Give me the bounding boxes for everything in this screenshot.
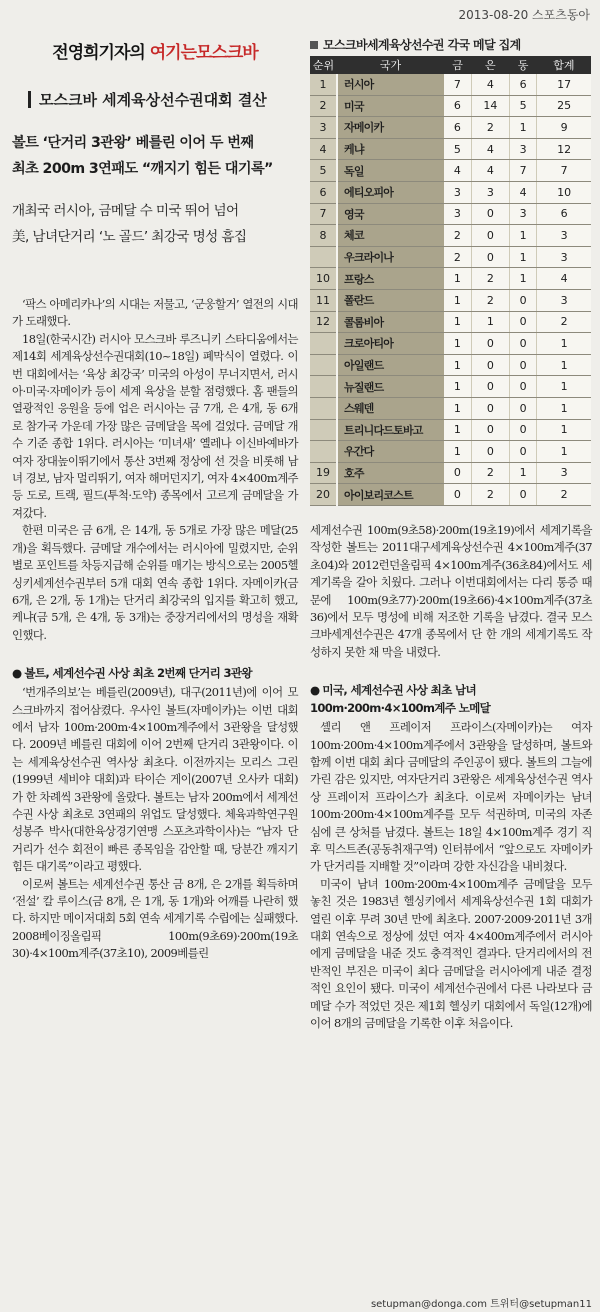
cell-bronze: 0 xyxy=(509,397,536,419)
cell-total: 1 xyxy=(537,376,591,398)
cell-rank: 1 xyxy=(310,74,337,95)
cell-silver: 2 xyxy=(471,117,509,139)
date-source-line: 2013-08-20 스포츠동아 xyxy=(458,8,590,22)
cell-gold: 2 xyxy=(444,225,471,247)
cell-total: 2 xyxy=(537,311,591,333)
table-row xyxy=(310,333,591,355)
right-column xyxy=(310,36,592,1032)
subheading-bar xyxy=(28,91,31,108)
table-row xyxy=(310,160,591,182)
cell-rank: 8 xyxy=(310,225,337,247)
cell-rank xyxy=(310,419,337,441)
cell-country: 케냐 xyxy=(337,138,444,160)
cell-bronze: 0 xyxy=(509,376,536,398)
cell-country: 뉴질랜드 xyxy=(337,376,444,398)
cell-country: 크로아티아 xyxy=(337,333,444,355)
cell-silver: 14 xyxy=(471,95,509,117)
cell-rank xyxy=(310,246,337,268)
cell-gold: 1 xyxy=(444,354,471,376)
cell-country: 호주 xyxy=(337,462,444,484)
cell-bronze: 0 xyxy=(509,311,536,333)
cell-total: 3 xyxy=(537,289,591,311)
cell-silver: 2 xyxy=(471,268,509,290)
cell-gold: 3 xyxy=(444,203,471,225)
cell-country: 아일랜드 xyxy=(337,354,444,376)
cell-bronze: 3 xyxy=(509,203,536,225)
cell-country: 러시아 xyxy=(337,74,444,95)
subhead-usa xyxy=(310,681,592,717)
medal-table-title-text: 모스크바세계육상선수권 각국 메달 집계 xyxy=(323,38,521,52)
table-row xyxy=(310,138,591,160)
cell-silver: 0 xyxy=(471,333,509,355)
cell-rank: 12 xyxy=(310,311,337,333)
series-title-column: 여기는모스크바 xyxy=(149,43,258,63)
cell-silver: 4 xyxy=(471,74,509,95)
table-row xyxy=(310,117,591,139)
cell-total: 17 xyxy=(537,74,591,95)
table-row xyxy=(310,376,591,398)
cell-gold: 2 xyxy=(444,246,471,268)
cell-rank: 7 xyxy=(310,203,337,225)
headline-line-4: 美, 남녀단거리 ‘노 골드’ 최강국 명성 흠집 xyxy=(12,229,247,245)
cell-gold: 1 xyxy=(444,311,471,333)
body-paragraph-5: 이로써 볼트는 세계선수권 통산 금 8개, 은 2개를 획득하며 ‘전설’ 칼 루이스(금 8개, 은 1개, 동 1개)와 어깨를 나란히 했다. 하지만 메이저대회 5회 연속 세계기록 수립에는 실패했다. 2008베이징올림픽 100m(9초69)·200m(19초30)·4×100m계주(37초10), 2009베를린 xyxy=(12,876,298,961)
cell-country: 자메이카 xyxy=(337,117,444,139)
cell-gold: 7 xyxy=(444,74,471,95)
cell-country: 프랑스 xyxy=(337,268,444,290)
cell-silver: 0 xyxy=(471,441,509,463)
cell-gold: 6 xyxy=(444,117,471,139)
cell-bronze: 1 xyxy=(509,117,536,139)
body-paragraph-6: 세계선수권 100m(9초58)·200m(19초19)에서 세계기록을 작성한 볼트는 2011대구세계육상선수권 4×100m계주(37초04)와 2012런던올림픽 4×100m계주(36초84)에서도 세계기록을 갈아 치웠다. 그러나 이번대회에서는 다리 통증 때문에 100m(9초77)·200m(19초66)·4×100m계주(37초36)에서 모두 명성에 비해 저조한 기록을 남겼다. 결국 모스크바세계선수권은 47개 종목에서 단 한 개의 세계기록도 작성하지 못한 채 막을 내렸다. xyxy=(310,522,592,659)
cell-gold: 1 xyxy=(444,419,471,441)
cell-bronze: 7 xyxy=(509,160,536,182)
cell-bronze: 0 xyxy=(509,289,536,311)
medal-table xyxy=(310,56,591,506)
cell-country: 폴란드 xyxy=(337,289,444,311)
cell-bronze: 4 xyxy=(509,181,536,203)
cell-rank: 19 xyxy=(310,462,337,484)
cell-gold: 1 xyxy=(444,268,471,290)
reporter-contact: setupman@donga.com 트위터@setupman11 xyxy=(370,1299,592,1310)
cell-total: 1 xyxy=(537,441,591,463)
cell-rank: 5 xyxy=(310,160,337,182)
body-paragraph-3: 한편 미국은 금 6개, 은 14개, 동 5개로 가장 많은 메달(25개)을 획득했다. 금메달 개수에서는 러시아에 밀렸지만, 순위별로 포인트를 차등지급해 순위를 매기는 방식으로는 2005헬싱키세계선수권부터 5개 대회 연속 종합 1위다. 자메이카(금 6개, 은 2개, 동 1개)는 단거리 최강국의 입지를 확고히 했고, 케냐(금 5개, 은 4개, 동 3개)는 중장거리에서의 명성을 재확인했다. xyxy=(12,523,298,642)
cell-rank xyxy=(310,333,337,355)
cell-rank xyxy=(310,354,337,376)
cell-country: 콜롬비아 xyxy=(337,311,444,333)
cell-rank xyxy=(310,397,337,419)
cell-total: 1 xyxy=(537,354,591,376)
headline-deck-2 xyxy=(12,198,298,250)
table-row xyxy=(310,203,591,225)
cell-rank xyxy=(310,376,337,398)
subhead-usa-text: 미국, 세계선수권 사상 최초 남녀 100m·200m·4×100m계주 노메달 xyxy=(310,683,491,716)
headline-line-1: 볼트 ‘단거리 3관왕’ 베를린 이어 두 번째 xyxy=(12,135,254,151)
cell-country: 아이보리코스트 xyxy=(337,484,444,506)
subhead-bolt xyxy=(12,664,298,682)
cell-country: 미국 xyxy=(337,95,444,117)
cell-rank: 6 xyxy=(310,181,337,203)
table-row xyxy=(310,311,591,333)
cell-total: 6 xyxy=(537,203,591,225)
cell-total: 1 xyxy=(537,419,591,441)
cell-bronze: 6 xyxy=(509,74,536,95)
body-paragraph-4: ‘번개주의보’는 베를린(2009년), 대구(2011년)에 이어 모스크바까지 접어삼켰다. 우사인 볼트(자메이카)는 이번 대회에서 남자 100m·200m·4×100m계주에서 3관왕을 달성했다. 2009년 베를린 대회에 이어 2번째 단거리 3관왕이다. 이는 세계육상선수권 역사상 최초다. 이전까지는 모리스 그린(1999년 세비야 대회)과 타이슨 게이(2007년 오사카 대회)가 한 차례씩 3관왕에 올랐다. 볼트는 남자 200m에서 세계선수권 사상 최초로 3연패의 위업도 달성했다. 체육과학연구원 성봉주 박사(대한육상경기연맹 스포츠과학이사)는 “남자 단거리가 선수 회전이 빠른 종목임을 감안할 때, 당분간 깨지기 힘든 대기록”이라고 평했다. xyxy=(12,685,298,874)
cell-silver: 0 xyxy=(471,246,509,268)
header-country: 국가 xyxy=(337,56,444,74)
cell-gold: 0 xyxy=(444,462,471,484)
cell-bronze: 3 xyxy=(509,138,536,160)
cell-country: 우간다 xyxy=(337,441,444,463)
cell-country: 스웨덴 xyxy=(337,397,444,419)
cell-gold: 1 xyxy=(444,376,471,398)
cell-total: 1 xyxy=(537,397,591,419)
cell-bronze: 1 xyxy=(509,225,536,247)
table-row xyxy=(310,225,591,247)
cell-gold: 6 xyxy=(444,95,471,117)
cell-country: 독일 xyxy=(337,160,444,182)
cell-bronze: 0 xyxy=(509,484,536,506)
cell-silver: 0 xyxy=(471,397,509,419)
cell-total: 2 xyxy=(537,484,591,506)
cell-silver: 0 xyxy=(471,225,509,247)
medal-table-header-row xyxy=(310,56,591,74)
body-paragraph-7: 셸리 앤 프레이저 프라이스(자메이카)는 여자 100m·200m·4×100m계주에서 3관왕을 달성하며, 볼트와 함께 이번 대회 최다 금메달의 주인공이 됐다. 볼트의 그늘에 가린 감은 있지만, 여자단거리 3관왕은 세계육상선수권 역사상 프레이저 프라이스가 최초다. 이로써 자메이카는 남녀 100m·200m·4×100m계주를 모두 석권하며, 미국의 자존심에 큰 상처를 남겼다. 볼트는 18일 4×100m계주 경기 직후 믹스트존(공동취재구역) 인터뷰에서 “앞으로도 자메이카가 단거리를 지배할 것”이라며 강한 자신감을 내비쳤다. xyxy=(310,720,592,874)
cell-gold: 1 xyxy=(444,333,471,355)
table-row xyxy=(310,397,591,419)
bullet-icon: ● xyxy=(310,683,320,698)
cell-rank: 3 xyxy=(310,117,337,139)
cell-silver: 0 xyxy=(471,354,509,376)
body-paragraph-1: ‘팍스 아메리카나’의 시대는 저물고, ‘군웅할거’ 열전의 시대가 도래했다. xyxy=(12,297,298,329)
cell-total: 7 xyxy=(537,160,591,182)
table-row xyxy=(310,354,591,376)
bullet-icon: ● xyxy=(12,666,22,681)
cell-silver: 2 xyxy=(471,462,509,484)
headline-line-3: 개최국 러시아, 금메달 수 미국 뛰어 넘어 xyxy=(12,203,239,219)
cell-gold: 1 xyxy=(444,289,471,311)
cell-silver: 0 xyxy=(471,376,509,398)
table-row xyxy=(310,95,591,117)
cell-rank: 20 xyxy=(310,484,337,506)
cell-gold: 3 xyxy=(444,181,471,203)
cell-bronze: 1 xyxy=(509,268,536,290)
cell-country: 트리니다드토바고 xyxy=(337,419,444,441)
cell-bronze: 0 xyxy=(509,354,536,376)
series-title xyxy=(12,38,298,63)
header-gold: 금 xyxy=(444,56,471,74)
cell-total: 4 xyxy=(537,268,591,290)
table-row xyxy=(310,181,591,203)
cell-bronze: 0 xyxy=(509,333,536,355)
table-row xyxy=(310,419,591,441)
series-title-reporter: 전영희기자의 xyxy=(52,43,150,63)
header-bronze: 동 xyxy=(509,56,536,74)
table-row xyxy=(310,246,591,268)
cell-silver: 1 xyxy=(471,311,509,333)
cell-country: 체코 xyxy=(337,225,444,247)
right-column-text xyxy=(310,522,592,1033)
body-paragraph-2: 18일(한국시간) 러시아 모스크바 루즈니키 스타디움에서는 제14회 세계육상선수권대회(10~18일) 폐막식이 열렸다. 이번 대회에서는 ‘육상 최강국’ 미국의 아성이 무너지면서, 러시아·미국·자메이카 등이 세계 육상을 분할 점령했다. 홈 팬들의 열광적인 응원을 등에 업은 러시아는 금 7개, 은 4개, 동 6개로 참가국 가운데 가장 많은 금메달을 목에 걸었다. 금메달 개수 기준 종합 1위다. 러시아는 ‘미녀새’ 옐레나 이신바예바가 여자 장대높이뛰기에서 통산 3번째 정상에 선 것을 비롯해 남녀 경보, 남자 멀리뛰기, 여자 해머던지기, 여자 4×400m계주 등 도로, 트랙, 필드(투척·도약) 종목에서 고르게 금메달을 가져갔다. xyxy=(12,331,298,520)
cell-bronze: 0 xyxy=(509,441,536,463)
cell-gold: 4 xyxy=(444,160,471,182)
cell-rank xyxy=(310,441,337,463)
cell-rank: 4 xyxy=(310,138,337,160)
cell-gold: 1 xyxy=(444,441,471,463)
cell-total: 3 xyxy=(537,225,591,247)
cell-total: 1 xyxy=(537,333,591,355)
left-column xyxy=(12,36,298,963)
cell-total: 3 xyxy=(537,246,591,268)
cell-gold: 0 xyxy=(444,484,471,506)
cell-total: 9 xyxy=(537,117,591,139)
table-row xyxy=(310,441,591,463)
subheading xyxy=(28,89,298,110)
table-row xyxy=(310,462,591,484)
table-row xyxy=(310,289,591,311)
table-row xyxy=(310,484,591,506)
cell-silver: 2 xyxy=(471,289,509,311)
headline-deck-1 xyxy=(12,130,298,182)
cell-bronze: 1 xyxy=(509,246,536,268)
headline-line-2: 최초 200m 3연패도 “깨지기 힘든 대기록” xyxy=(12,161,273,177)
cell-bronze: 5 xyxy=(509,95,536,117)
cell-rank: 2 xyxy=(310,95,337,117)
cell-total: 3 xyxy=(537,462,591,484)
cell-silver: 4 xyxy=(471,138,509,160)
cell-silver: 3 xyxy=(471,181,509,203)
cell-silver: 0 xyxy=(471,203,509,225)
cell-country: 에티오피아 xyxy=(337,181,444,203)
cell-rank: 11 xyxy=(310,289,337,311)
cell-silver: 4 xyxy=(471,160,509,182)
cell-gold: 1 xyxy=(444,397,471,419)
cell-bronze: 1 xyxy=(509,462,536,484)
square-bullet-icon xyxy=(310,41,318,49)
header-silver: 은 xyxy=(471,56,509,74)
table-row xyxy=(310,74,591,95)
medal-table-title xyxy=(310,36,592,53)
cell-total: 25 xyxy=(537,95,591,117)
cell-gold: 5 xyxy=(444,138,471,160)
cell-country: 영국 xyxy=(337,203,444,225)
cell-bronze: 0 xyxy=(509,419,536,441)
cell-total: 12 xyxy=(537,138,591,160)
cell-country: 우크라이나 xyxy=(337,246,444,268)
header-rank: 순위 xyxy=(310,56,337,74)
cell-silver: 2 xyxy=(471,484,509,506)
cell-silver: 0 xyxy=(471,419,509,441)
cell-total: 10 xyxy=(537,181,591,203)
subhead-bolt-text: 볼트, 세계선수권 사상 최초 2번째 단거리 3관왕 xyxy=(24,666,252,681)
table-row xyxy=(310,268,591,290)
cell-rank: 10 xyxy=(310,268,337,290)
subheading-text: 모스크바 세계육상선수권대회 결산 xyxy=(39,91,267,109)
header-total: 합계 xyxy=(537,56,591,74)
body-paragraph-8: 미국이 남녀 100m·200m·4×100m계주 금메달을 모두 놓친 것은 1983년 헬싱키에서 세계육상선수권 1회 대회가 열린 이후 무려 30년 만에 최초다. 2007·2009·2011년 3개 대회 연속으로 정상에 섰던 여자 4×400m계주에서 러시아에게 금메달을 내준 것도 충격적인 결과다. 단거리에서의 전반적인 부진은 미국이 최다 금메달을 러시아에게 내준 결정적인 요인이 됐다. 미국이 세계선수권에서 다른 나라보다 금메달 수가 적었던 것은 제1회 헬싱키 대회에서 독일(12개)에 이어 8개의 금메달을 기록한 이후 처음이다. xyxy=(310,876,592,1031)
